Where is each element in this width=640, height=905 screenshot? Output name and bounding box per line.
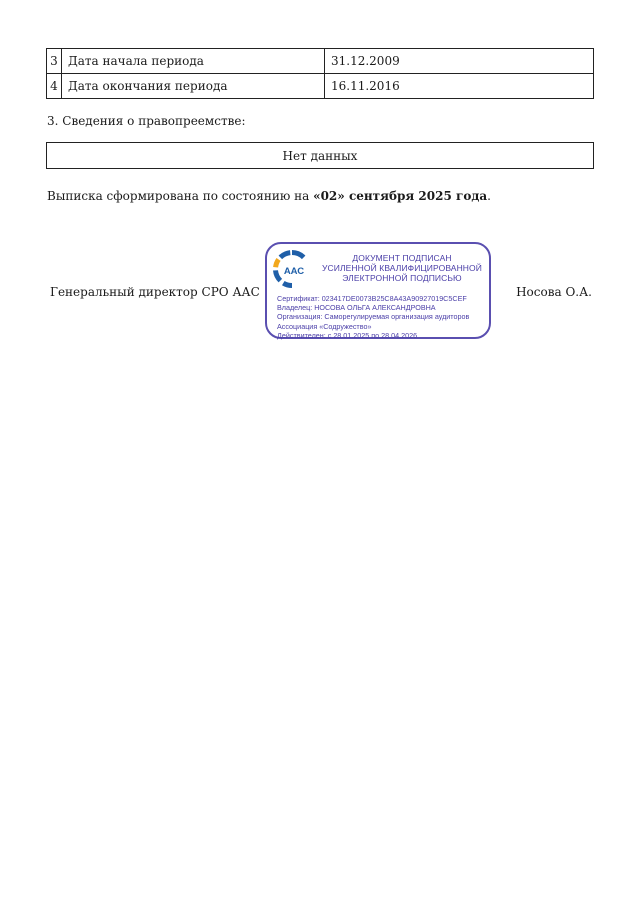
- stamp-validity: Действителен: с 28.01.2025 по 28.04.2026: [277, 330, 418, 340]
- row-value: 16.11.2016: [325, 74, 594, 99]
- signer-name: Носова О.А.: [516, 285, 592, 299]
- table-row: [47, 74, 594, 99]
- row-value: 31.12.2009: [325, 49, 594, 74]
- stamp-organization: Организация: Саморегулируемая организация аудиторов: [277, 312, 470, 322]
- statement-prefix: Выписка сформирована по состоянию на: [47, 189, 314, 203]
- stamp-header-line: ДОКУМЕНТ ПОДПИСАН: [352, 253, 452, 263]
- stamp-header: [317, 253, 487, 283]
- row-label: Дата начала периода: [62, 49, 325, 74]
- row-label: Дата окончания периода: [62, 74, 325, 99]
- stamp-certificate: Сертификат: 023417DE0073B25C8A43A90927019C5CEF: [277, 294, 467, 303]
- row-number: 4: [47, 74, 62, 99]
- stamp-organization-name: Ассоциация «Содружество»: [277, 321, 372, 331]
- statement-line: [47, 189, 491, 203]
- stamp-header-line: ЭЛЕКТРОННОЙ ПОДПИСЬЮ: [342, 273, 462, 283]
- succession-value: Нет данных: [282, 148, 358, 163]
- period-table: [46, 48, 594, 99]
- stamp-details: [277, 294, 489, 340]
- succession-section-title: 3. Сведения о правопреемстве:: [47, 114, 246, 128]
- statement-suffix: .: [487, 189, 491, 203]
- stamp-header-line: УСИЛЕННОЙ КВАЛИФИЦИРОВАННОЙ: [322, 263, 482, 273]
- electronic-signature-stamp: [265, 242, 491, 339]
- logo-text: ААС: [283, 266, 305, 277]
- stamp-owner: Владелец: НОСОВА ОЛЬГА АЛЕКСАНДРОВНА: [277, 303, 436, 313]
- statement-date: «02» сентября 2025 года: [313, 189, 488, 203]
- table-row: [47, 49, 594, 74]
- row-number: 3: [47, 49, 62, 74]
- succession-value-box: [46, 142, 594, 169]
- aas-logo-icon: [271, 248, 313, 290]
- signer-role: Генеральный директор СРО ААС: [50, 285, 260, 299]
